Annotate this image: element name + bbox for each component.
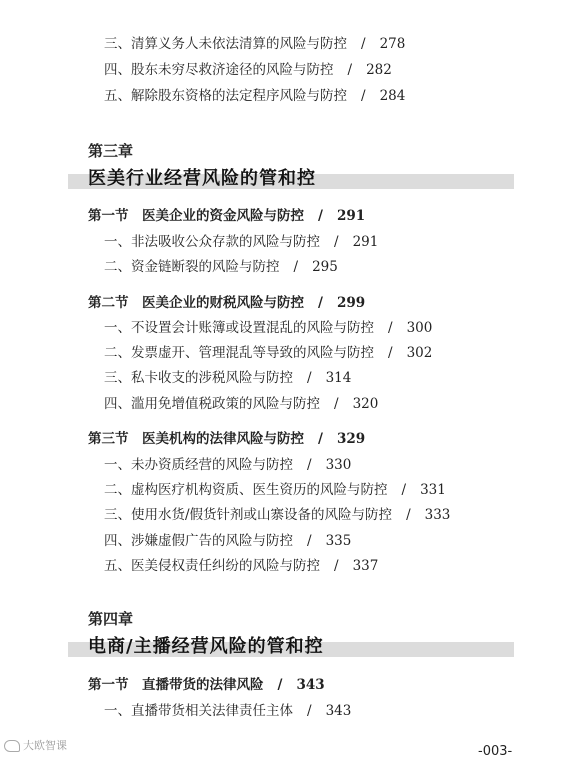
entry-page: 282 bbox=[366, 62, 392, 78]
toc-entry bbox=[104, 319, 432, 337]
section-title: 第二节 医美企业的财税风险与防控 bbox=[88, 295, 304, 311]
toc-entry bbox=[104, 456, 351, 474]
entry-title: 一、不设置会计账簿或设置混乱的风险与防控 bbox=[104, 320, 374, 336]
entry-page: 343 bbox=[296, 677, 325, 693]
entry-title: 四、涉嫌虚假广告的风险与防控 bbox=[104, 533, 293, 549]
entry-separator: / bbox=[347, 62, 353, 78]
toc-entry bbox=[104, 532, 351, 550]
toc-entry bbox=[104, 344, 432, 362]
toc-entry bbox=[104, 369, 351, 387]
entry-separator: / bbox=[361, 36, 366, 52]
entry-title: 五、解除股东资格的法定程序风险与防控 bbox=[104, 88, 347, 104]
section-heading bbox=[88, 676, 325, 694]
entry-separator: / bbox=[293, 259, 299, 275]
toc-entry bbox=[104, 395, 378, 413]
entry-separator: / bbox=[318, 431, 323, 447]
entry-separator: / bbox=[307, 457, 312, 473]
entry-title: 一、非法吸收公众存款的风险与防控 bbox=[104, 234, 320, 250]
entry-page: 299 bbox=[336, 295, 366, 311]
toc-entry bbox=[104, 506, 450, 524]
chapter-title: 医美行业经营风险的管和控 bbox=[88, 168, 316, 189]
entry-title: 三、清算义务人未依法清算的风险与防控 bbox=[104, 36, 347, 52]
toc-entry bbox=[104, 35, 405, 53]
entry-title: 二、虚构医疗机构资质、医生资历的风险与防控 bbox=[104, 482, 388, 498]
entry-page: 343 bbox=[325, 703, 352, 719]
toc-entry bbox=[104, 702, 351, 720]
section-title: 第一节 医美企业的资金风险与防控 bbox=[88, 208, 304, 224]
entry-page: 284 bbox=[379, 88, 406, 104]
entry-page: 314 bbox=[325, 370, 352, 386]
entry-separator: / bbox=[406, 507, 411, 523]
entry-title: 二、发票虚开、管理混乱等导致的风险与防控 bbox=[104, 345, 374, 361]
section-title: 第一节 直播带货的法律风险 bbox=[88, 677, 264, 693]
entry-separator: / bbox=[334, 558, 339, 574]
entry-separator: / bbox=[307, 703, 312, 719]
chapter-label: 第三章 bbox=[88, 142, 134, 160]
entry-page: 337 bbox=[352, 558, 379, 574]
entry-title: 二、资金链断裂的风险与防控 bbox=[104, 259, 280, 275]
entry-page: 331 bbox=[420, 482, 446, 498]
entry-title: 三、使用水货/假货针剂或山寨设备的风险与防控 bbox=[104, 507, 393, 523]
entry-page: 320 bbox=[352, 396, 379, 412]
entry-page: 291 bbox=[336, 208, 366, 224]
entry-title: 三、私卡收支的涉税风险与防控 bbox=[104, 370, 293, 386]
entry-page: 278 bbox=[379, 36, 406, 52]
entry-separator: / bbox=[318, 295, 323, 311]
chapter-label: 第四章 bbox=[88, 610, 134, 628]
entry-page: 291 bbox=[352, 234, 379, 250]
section-title: 第三节 医美机构的法律风险与防控 bbox=[88, 431, 304, 447]
toc-entry bbox=[104, 87, 405, 105]
entry-page: 330 bbox=[325, 457, 352, 473]
entry-separator: / bbox=[388, 320, 393, 336]
toc-entry bbox=[104, 258, 338, 276]
entry-separator: / bbox=[318, 208, 323, 224]
toc-entry bbox=[104, 233, 378, 251]
entry-page: 335 bbox=[325, 533, 352, 549]
entry-separator: / bbox=[307, 370, 312, 386]
section-heading bbox=[88, 430, 365, 448]
entry-page: 295 bbox=[312, 259, 338, 275]
entry-separator: / bbox=[277, 677, 283, 693]
page-number: -003- bbox=[478, 744, 513, 759]
entry-separator: / bbox=[307, 533, 312, 549]
chapter-title: 电商/主播经营风险的管和控 bbox=[88, 636, 324, 657]
toc-entry bbox=[104, 557, 378, 575]
entry-page: 333 bbox=[424, 507, 451, 523]
entry-separator: / bbox=[361, 88, 366, 104]
entry-separator: / bbox=[401, 482, 407, 498]
toc-entry bbox=[104, 61, 392, 79]
entry-separator: / bbox=[388, 345, 393, 361]
toc-entry bbox=[104, 481, 446, 499]
entry-title: 一、未办资质经营的风险与防控 bbox=[104, 457, 293, 473]
entry-page: 300 bbox=[406, 320, 433, 336]
watermark-text: 大欧智课 bbox=[23, 739, 67, 752]
entry-title: 四、股东未穷尽救济途径的风险与防控 bbox=[104, 62, 334, 78]
section-heading bbox=[88, 207, 365, 225]
entry-page: 302 bbox=[406, 345, 433, 361]
entry-title: 五、医美侵权责任纠纷的风险与防控 bbox=[104, 558, 320, 574]
entry-title: 一、直播带货相关法律责任主体 bbox=[104, 703, 293, 719]
entry-separator: / bbox=[334, 234, 339, 250]
section-heading bbox=[88, 294, 365, 312]
entry-separator: / bbox=[334, 396, 339, 412]
entry-title: 四、滥用免增值税政策的风险与防控 bbox=[104, 396, 320, 412]
watermark bbox=[4, 737, 67, 753]
chat-bubble-icon bbox=[4, 740, 20, 752]
entry-page: 329 bbox=[336, 431, 366, 447]
